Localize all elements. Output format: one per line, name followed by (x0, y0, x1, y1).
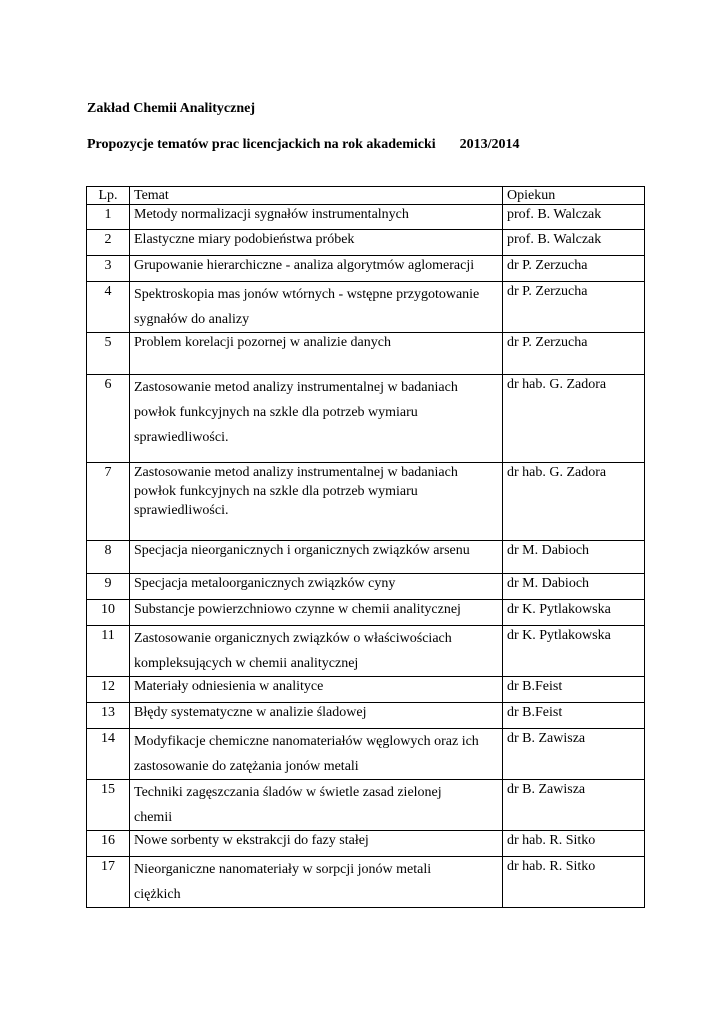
row-number: 1 (87, 205, 130, 230)
row-number: 2 (87, 230, 130, 256)
row-supervisor: dr hab. G. Zadora (503, 375, 645, 463)
header-supervisor: Opiekun (503, 187, 645, 205)
row-topic: Specjacja nieorganicznych i organicznych związków arsenu (130, 541, 503, 574)
row-topic: Spektroskopia mas jonów wtórnych - wstępne przygotowanie sygnałów do analizy (130, 282, 503, 333)
row-supervisor: prof. B. Walczak (503, 205, 645, 230)
row-topic: Nowe sorbenty w ekstrakcji do fazy stałej (130, 831, 503, 857)
row-number: 6 (87, 375, 130, 463)
row-supervisor: dr B. Zawisza (503, 729, 645, 780)
table-row (87, 600, 645, 626)
table-row (87, 375, 645, 463)
table-row (87, 780, 645, 831)
row-topic: Zastosowanie metod analizy instrumentalnej w badaniach powłok funkcyjnych na szkle dla potrzeb wymiaru sprawiedliwości. (130, 463, 503, 541)
table-row (87, 677, 645, 703)
table-row (87, 729, 645, 780)
row-topic: Zastosowanie organicznych związków o właściwościach kompleksujących w chemii analitycznej (130, 626, 503, 677)
table-row (87, 282, 645, 333)
row-supervisor: prof. B. Walczak (503, 230, 645, 256)
row-topic: Grupowanie hierarchiczne - analiza algorytmów aglomeracji (130, 256, 503, 282)
department-heading: Zakład Chemii Analitycznej (87, 101, 256, 116)
row-number: 16 (87, 831, 130, 857)
table-row (87, 626, 645, 677)
row-topic: Techniki zagęszczania śladów w świetle zasad zielonej chemii (130, 780, 503, 831)
row-supervisor: dr P. Zerzucha (503, 256, 645, 282)
header-lp: Lp. (87, 187, 130, 205)
table-row (87, 463, 645, 541)
row-supervisor: dr M. Dabioch (503, 574, 645, 600)
row-topic: Zastosowanie metod analizy instrumentalnej w badaniach powłok funkcyjnych na szkle dla potrzeb wymiaru sprawiedliwości. (130, 375, 503, 463)
row-supervisor: dr P. Zerzucha (503, 282, 645, 333)
row-number: 17 (87, 857, 130, 908)
row-topic: Problem korelacji pozornej w analizie danych (130, 333, 503, 375)
topics-table (86, 186, 645, 908)
row-supervisor: dr P. Zerzucha (503, 333, 645, 375)
row-number: 3 (87, 256, 130, 282)
table-row (87, 333, 645, 375)
row-topic: Modyfikacje chemiczne nanomateriałów węglowych oraz ich zastosowanie do zatężania jonów metali (130, 729, 503, 780)
row-number: 5 (87, 333, 130, 375)
table-row (87, 831, 645, 857)
academic-year: 2013/2014 (459, 137, 520, 152)
table-row (87, 703, 645, 729)
row-number: 10 (87, 600, 130, 626)
row-number: 9 (87, 574, 130, 600)
title-text: Propozycje tematów prac licencjackich na rok akademicki (87, 137, 436, 152)
row-number: 7 (87, 463, 130, 541)
row-supervisor: dr K. Pytlakowska (503, 626, 645, 677)
table-row (87, 205, 645, 230)
row-number: 15 (87, 780, 130, 831)
table-row (87, 857, 645, 908)
row-topic: Specjacja metaloorganicznych związków cyny (130, 574, 503, 600)
row-number: 13 (87, 703, 130, 729)
row-supervisor: dr B.Feist (503, 703, 645, 729)
row-topic: Nieorganiczne nanomateriały w sorpcji jonów metali ciężkich (130, 857, 503, 908)
row-supervisor: dr hab. G. Zadora (503, 463, 645, 541)
document-title (87, 137, 520, 153)
row-supervisor: dr B. Zawisza (503, 780, 645, 831)
row-supervisor: dr K. Pytlakowska (503, 600, 645, 626)
row-supervisor: dr hab. R. Sitko (503, 831, 645, 857)
row-number: 4 (87, 282, 130, 333)
table-header-row (87, 187, 645, 205)
row-topic: Błędy systematyczne w analizie śladowej (130, 703, 503, 729)
row-supervisor: dr hab. R. Sitko (503, 857, 645, 908)
header-topic: Temat (130, 187, 503, 205)
table-row (87, 256, 645, 282)
row-number: 12 (87, 677, 130, 703)
row-topic: Elastyczne miary podobieństwa próbek (130, 230, 503, 256)
table-row (87, 541, 645, 574)
row-number: 8 (87, 541, 130, 574)
row-supervisor: dr B.Feist (503, 677, 645, 703)
table-row (87, 574, 645, 600)
row-number: 14 (87, 729, 130, 780)
row-number: 11 (87, 626, 130, 677)
row-supervisor: dr M. Dabioch (503, 541, 645, 574)
row-topic: Substancje powierzchniowo czynne w chemii analitycznej (130, 600, 503, 626)
row-topic: Metody normalizacji sygnałów instrumentalnych (130, 205, 503, 230)
table-row (87, 230, 645, 256)
row-topic: Materiały odniesienia w analityce (130, 677, 503, 703)
